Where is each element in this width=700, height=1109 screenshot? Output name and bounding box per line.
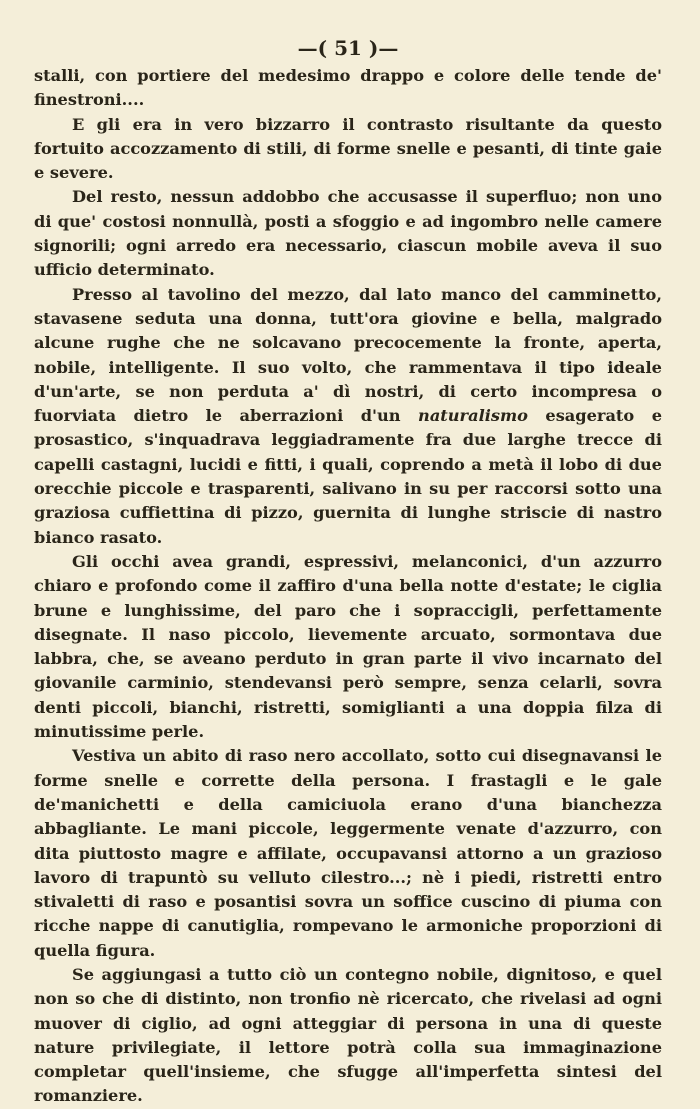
body-text bbox=[34, 64, 662, 1109]
page-number: —( 51 )— bbox=[297, 36, 399, 60]
paragraph-text: Presso al tavolino del mezzo, dal lato manco del camminetto, stavasene seduta una donna, tutt'ora giovine e bella, malgrado alcune rughe che ne solcavano precocemente la fronte, aperta, nobile, intelligente. Il suo volto, che rammentava il tipo ideale d'un'arte, se non perduta a' dì nostri, di certo incompresa o fuorviata dietro le aberrazioni d'un bbox=[34, 284, 662, 426]
paragraph: E gli era in vero bizzarro il contrasto risultante da questo fortuito accozzamento di stili, di forme snelle e pesanti, di tinte gaie e severe. bbox=[34, 114, 662, 183]
italic-word: naturalismo bbox=[418, 406, 528, 426]
paragraph: Se aggiungasi a tutto ciò un contegno nobile, dignitoso, e quel non so che di distinto, non tronfio nè ricercato, che rivelasi ad ogni muover di ciglio, ad ogni atteggiar di persona in una di queste nature privilegiate, il lettore potrà colla sua immaginazione completar quell'insieme, che sfugge all'imperfetta sintesi del romanziere. bbox=[34, 964, 662, 1106]
paragraph-text: esagerato e prosastico, s'inquadrava leggiadramente fra due larghe trecce di capelli castagni, lucidi e fitti, i quali, coprendo a metà il lobo di due orecchie piccole e trasparenti, salivano in su per raccorsi sotto una graziosa cuffiettina di pizzo, guernita di lunghe striscie di nastro bianco rasato. bbox=[34, 406, 662, 547]
paragraph: Vestiva un abito di raso nero accollato, sotto cui disegnavansi le forme snelle e corrette della persona. I frastagli e le gale de'manichetti e della camiciuola erano d'una bianchezza abbagliante. Le mani piccole, leggermente venate d'azzurro, con dita piuttosto magre e affilate, occupavansi attorno a un grazioso lavoro di trapuntò su velluto cilestro...; nè i piedi, ristretti entro stivaletti di raso e posantisi sovra un soffice cuscino di piuma con ricche nappe di canutiglia, rompevano le armoniche proporzioni di quella figura. bbox=[34, 746, 662, 960]
paragraph: Del resto, nessun addobbo che accusasse il superfluo; non uno di que' costosi nonnullà, posti a sfoggio e ad ingombro nelle camere signorili; ogni arredo era necessario, ciascun mobile aveva il suo ufficio determinato. bbox=[34, 187, 662, 280]
paragraph: stalli, con portiere del medesimo drappo e colore delle tende de' finestroni.... bbox=[34, 66, 662, 110]
paragraph bbox=[34, 283, 662, 550]
paragraph: Gli occhi avea grandi, espressivi, melanconici, d'un azzurro chiaro e profondo come il zaffiro d'una bella notte d'estate; le ciglia brune e lunghissime, del paro che i sopraccigli, perfettamente disegnate. Il naso piccolo, lievemente arcuato, sormontava due labbra, che, se aveano perduto in gran parte il vivo incarnato del giovanile carminio, stendevansi però sempre, senza celarli, sovra denti piccoli, bianchi, ristretti, somiglianti a una doppia filza di minutissime perle. bbox=[34, 551, 662, 742]
